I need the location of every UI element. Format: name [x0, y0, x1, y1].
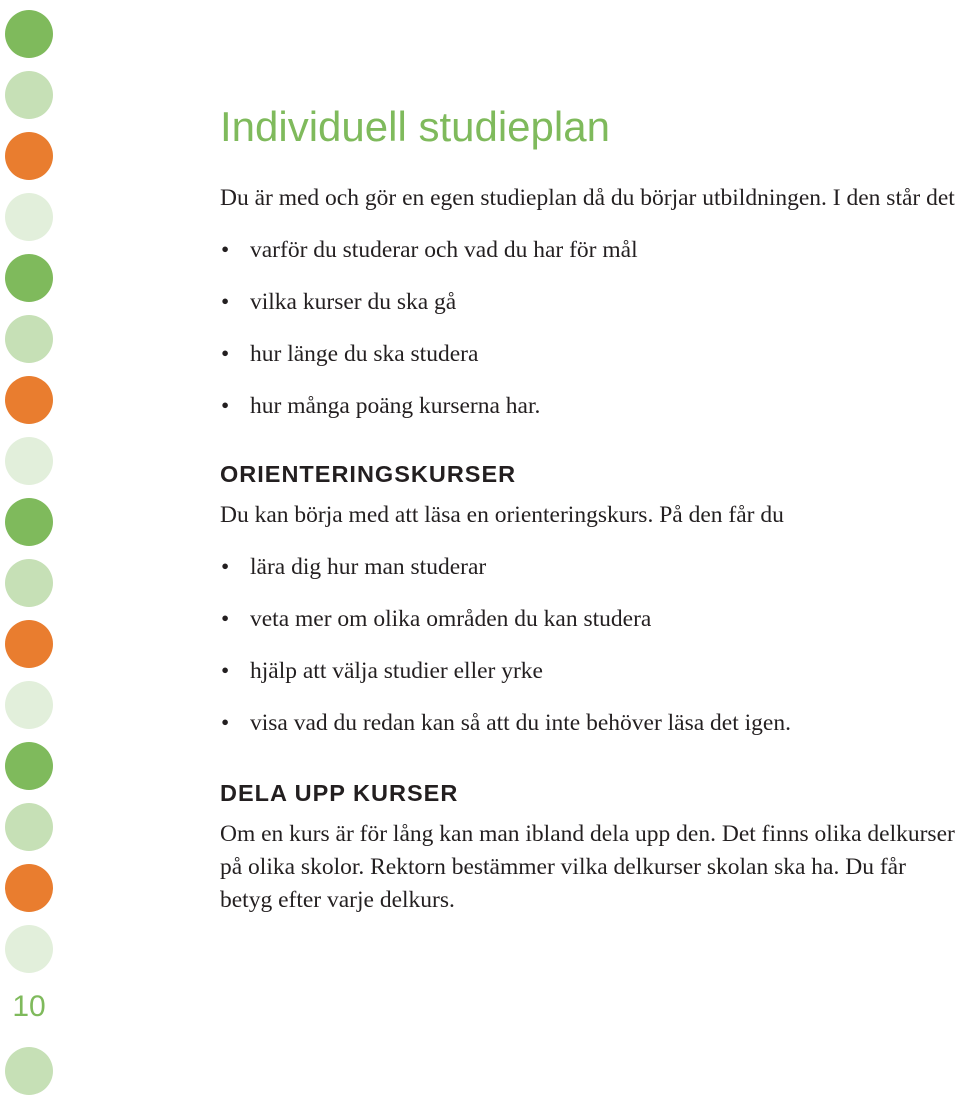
- page-number: 10: [12, 990, 46, 1023]
- page-content: [220, 100, 960, 917]
- decorative-dot: [5, 193, 53, 241]
- list-item-text: veta mer om olika områden du kan studera: [250, 606, 652, 632]
- bullet-icon: •: [221, 393, 230, 419]
- list-item: [220, 655, 960, 688]
- list-item-text: hur länge du ska studera: [250, 341, 479, 367]
- intro-paragraph: Du är med och gör en egen studieplan då du börjar utbildningen. I den står det: [220, 185, 955, 211]
- decorative-dot: [5, 742, 53, 790]
- decorative-dot: [5, 71, 53, 119]
- list-item: [220, 338, 960, 371]
- orient-bullet-list: [220, 551, 960, 740]
- decorative-dot: [5, 681, 53, 729]
- decorative-dot: [5, 254, 53, 302]
- dela-upp-kurser-heading: DELA UPP KURSER: [220, 780, 459, 806]
- decorative-dot: [5, 559, 53, 607]
- decorative-dot: [5, 315, 53, 363]
- decorative-dot: [5, 864, 53, 912]
- list-item: [220, 551, 960, 584]
- list-item: [220, 234, 960, 267]
- bullet-icon: •: [221, 606, 230, 632]
- decorative-dot: [5, 1047, 53, 1095]
- decorative-dot: [5, 10, 53, 58]
- decorative-dot: [5, 376, 53, 424]
- list-item-text: hjälp att välja studier eller yrke: [250, 658, 543, 684]
- orienteringskurser-heading: ORIENTERINGSKURSER: [220, 461, 517, 487]
- bullet-icon: •: [221, 658, 230, 684]
- intro-bullet-list: [220, 234, 960, 423]
- list-item: [220, 390, 960, 423]
- list-item-text: lära dig hur man studerar: [250, 554, 487, 580]
- decorative-dot: [5, 132, 53, 180]
- page-title: Individuell studieplan: [220, 103, 610, 150]
- bullet-icon: •: [221, 237, 230, 263]
- list-item-text: hur många poäng kurserna har.: [250, 393, 541, 419]
- decorative-dot: [5, 925, 53, 973]
- decorative-dot: [5, 498, 53, 546]
- list-item-text: varför du studerar och vad du har för mål: [250, 237, 638, 263]
- decorative-dot: [5, 803, 53, 851]
- bullet-icon: •: [221, 710, 230, 736]
- decorative-dot: [5, 620, 53, 668]
- list-item-text: visa vad du redan kan så att du inte behöver läsa det igen.: [250, 710, 791, 736]
- list-item: [220, 707, 960, 740]
- bullet-icon: •: [221, 289, 230, 315]
- decorative-dot: [5, 437, 53, 485]
- list-item: [220, 286, 960, 319]
- list-item: [220, 603, 960, 636]
- dela-upp-kurser-paragraph: Om en kurs är för lång kan man ibland dela upp den. Det finns olika delkurser på olika skolor. Rektorn bestämmer vilka delkurser skolan ska ha. Du får betyg efter varje delkurs.: [220, 821, 955, 913]
- bullet-icon: •: [221, 341, 230, 367]
- orienteringskurser-paragraph: Du kan börja med att läsa en orienteringskurs. På den får du: [220, 502, 784, 528]
- list-item-text: vilka kurser du ska gå: [250, 289, 457, 315]
- bullet-icon: •: [221, 554, 230, 580]
